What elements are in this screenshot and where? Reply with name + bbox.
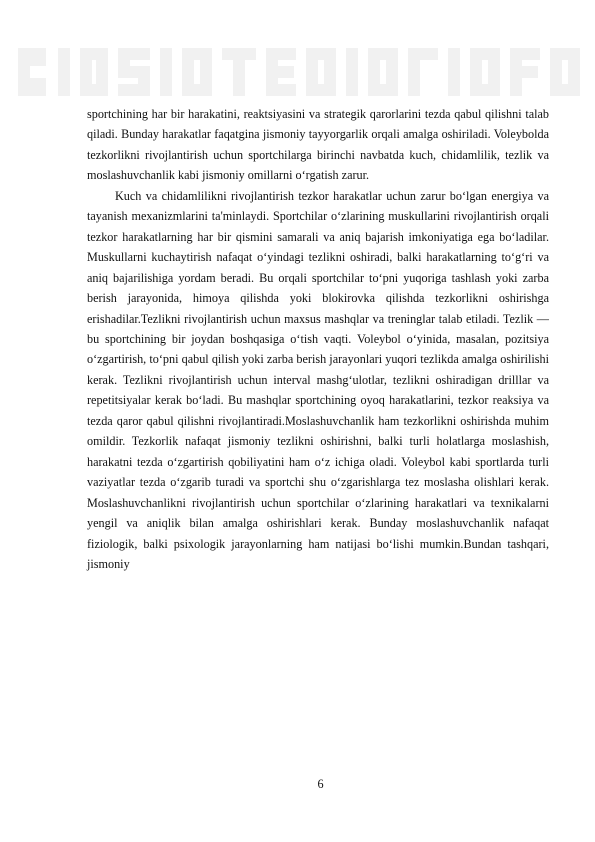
body-text [87, 104, 549, 574]
paragraph-1: sportchining har bir harakatini, reaktsiyasini va strategik qarorlarini tezda qabul qilishni talab qiladi. Bunday harakatlar faqatgina jismoniy tayyorgarlik orqali amalga oshiriladi. Voleybolda tezkorlikni rivojlantirish uchun sportchilarga birinchi navbatda kuch, chidamlilik, tezlik va moslashuvchanlik kabi jismoniy omillarni o‘rgatish zarur. [87, 107, 549, 183]
paragraph-2: Kuch va chidamlilikni rivojlantirish tezkor harakatlar uchun zarur bo‘lgan energiya va tayanish mexanizmlarini ta'minlaydi. Sportchilar o‘zlarining muskullarini rivojlantirish orqali tezkor harakatlarning har bir qismini samarali va aniq bajarish imkoniyatiga ega bo‘ladilar. Muskullarni kuchaytirish nafaqat o‘yindagi tezlikni oshiradi, balki harakatlarning to‘g‘ri va aniq bajarilishiga yordam beradi. Bu orqali sportchilar to‘pni yuqoriga tashlash yoki zarba berish jarayonida, himoya qilishda yoki blokirovka qilishda tezkorlikni oshirishga erishadilar.Tezlikni rivojlantirish uchun maxsus mashqlar va treninglar talab etiladi. Tezlik — bu sportchining bir joydan boshqasiga o‘tish vaqti. Voleybol o‘yinida, masalan, pozitsiya o‘zgartirish, to‘pni qabul qilish yoki zarba berish jarayonlari yuqori tezlikda amalga oshirilishi kerak. Tezlikni rivojlantirish uchun interval mashg‘ulotlar, tezlikni oshiradigan drilllar va repetitsiyalar kerak bo‘ladi. Bu mashqlar sportchining oyoq harakatlarini, tezkor reaksiya va tezda qaror qabul qilishni rivojlantiradi.Moslashuvchanlik ham tezkorlikni oshirishda muhim omildir. Tezkorlik nafaqat jismoniy tezlikni oshirishni, balki turli holatlarga moslashish, harakatni tezda o‘zgartirish qobiliyatini ham o‘z ichiga oladi. Voleybol kabi sportlarda turli vaziyatlar tezda o‘zgarib turadi va sportchi shu o‘zgarishlarga tez moslasha olishlari kerak. Moslashuvchanlikni rivojlantirish uchun sportchilar o‘zlarining harakatlari va texnikalarni yengil va aniqlik bilan amalga oshirishlari kerak. Bunday moslashuvchanlik nafaqat fiziologik, balki psixologik jarayonlarning ham natijasi bo‘lishi mumkin.Bundan tashqari, jismoniy [87, 188, 549, 571]
page-number: 6 [317, 777, 324, 791]
